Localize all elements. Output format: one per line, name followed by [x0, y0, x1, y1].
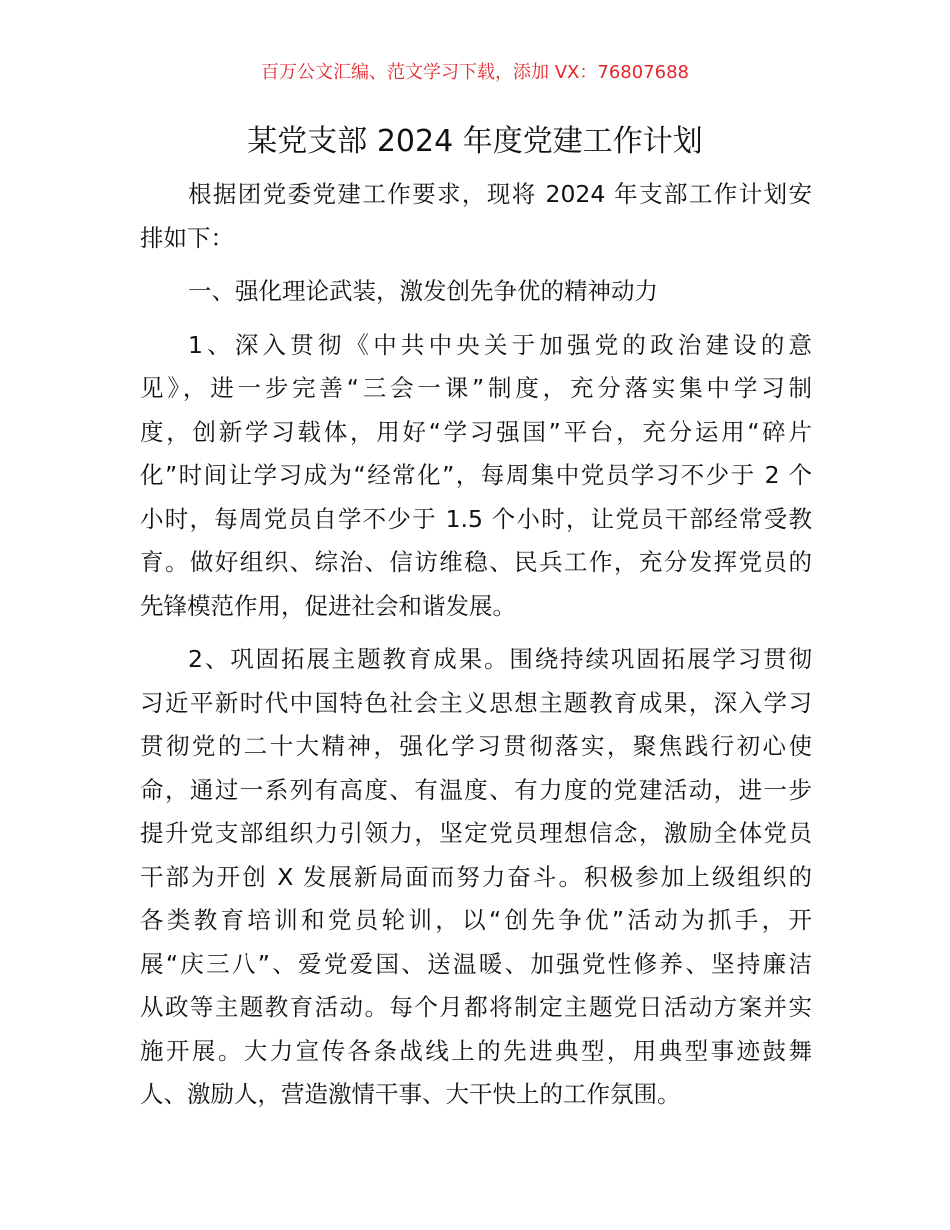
text-line: 干部为开创 X 发展新局面而努力奋斗。积极参加上级组织的: [140, 862, 812, 891]
text-line: 各类教育培训和党员轮训，以“创先争优”活动为抓手，开: [140, 906, 812, 934]
text-line: 一、强化理论武装，激发创先争优的精神动力: [188, 277, 658, 305]
document-title: 某党支部 2024 年度党建工作计划: [247, 124, 703, 159]
document-body: [140, 173, 812, 1127]
section-heading: [140, 270, 812, 314]
text-line: 排如下：: [140, 223, 234, 252]
text-line: 命，通过一系列有高度、有温度、有力度的党建活动，进一步: [140, 775, 812, 804]
intro-paragraph: [140, 173, 812, 260]
text-line: 习近平新时代中国特色社会主义思想主题教育成果，深入学习: [140, 688, 812, 717]
text-line: 根据团党委党建工作要求，现将 2024 年支部工作计划安: [188, 180, 812, 208]
text-line: 先锋模范作用，促进社会和谐发展。: [140, 591, 516, 620]
text-line: 见》，进一步完善“三会一课”制度，充分落实集中学习制: [140, 374, 812, 402]
text-line: 贯彻党的二十大精神，强化学习贯彻落实，聚焦践行初心使: [140, 732, 812, 760]
text-line: 施开展。大力宣传各条战线上的先进典型，用典型事迹鼓舞: [140, 1036, 812, 1065]
text-line: 从政等主题教育活动。每个月都将制定主题党日活动方案并实: [140, 993, 812, 1021]
item-1-paragraph: [140, 324, 812, 629]
text-line: 化”时间让学习成为“经常化”，每周集中党员学习不少于 2 个: [140, 461, 812, 489]
watermark-banner: 百万公文汇编、范文学习下载，添加 VX：76807688: [261, 62, 689, 83]
text-line: 1、深入贯彻《中共中央关于加强党的政治建设的意: [188, 330, 812, 359]
text-line: 提升党支部组织力引领力，坚定党员理想信念，激励全体党员: [140, 819, 812, 847]
text-line: 育。做好组织、综治、信访维稳、民兵工作，充分发挥党员的: [140, 548, 812, 576]
text-line: 人、激励人，营造激情干事、大干快上的工作氛围。: [140, 1080, 681, 1108]
text-line: 度，创新学习载体，用好“学习强国”平台，充分运用“碎片: [140, 417, 812, 446]
text-line: 小时，每周党员自学不少于 1.5 个小时，让党员干部经常受教: [140, 504, 812, 533]
text-line: 展“庆三八”、爱党爱国、送温暖、加强党性修养、坚持廉洁: [140, 949, 812, 978]
item-2-paragraph: [140, 638, 812, 1117]
text-line: 2、巩固拓展主题教育成果。围绕持续巩固拓展学习贯彻: [188, 645, 812, 673]
